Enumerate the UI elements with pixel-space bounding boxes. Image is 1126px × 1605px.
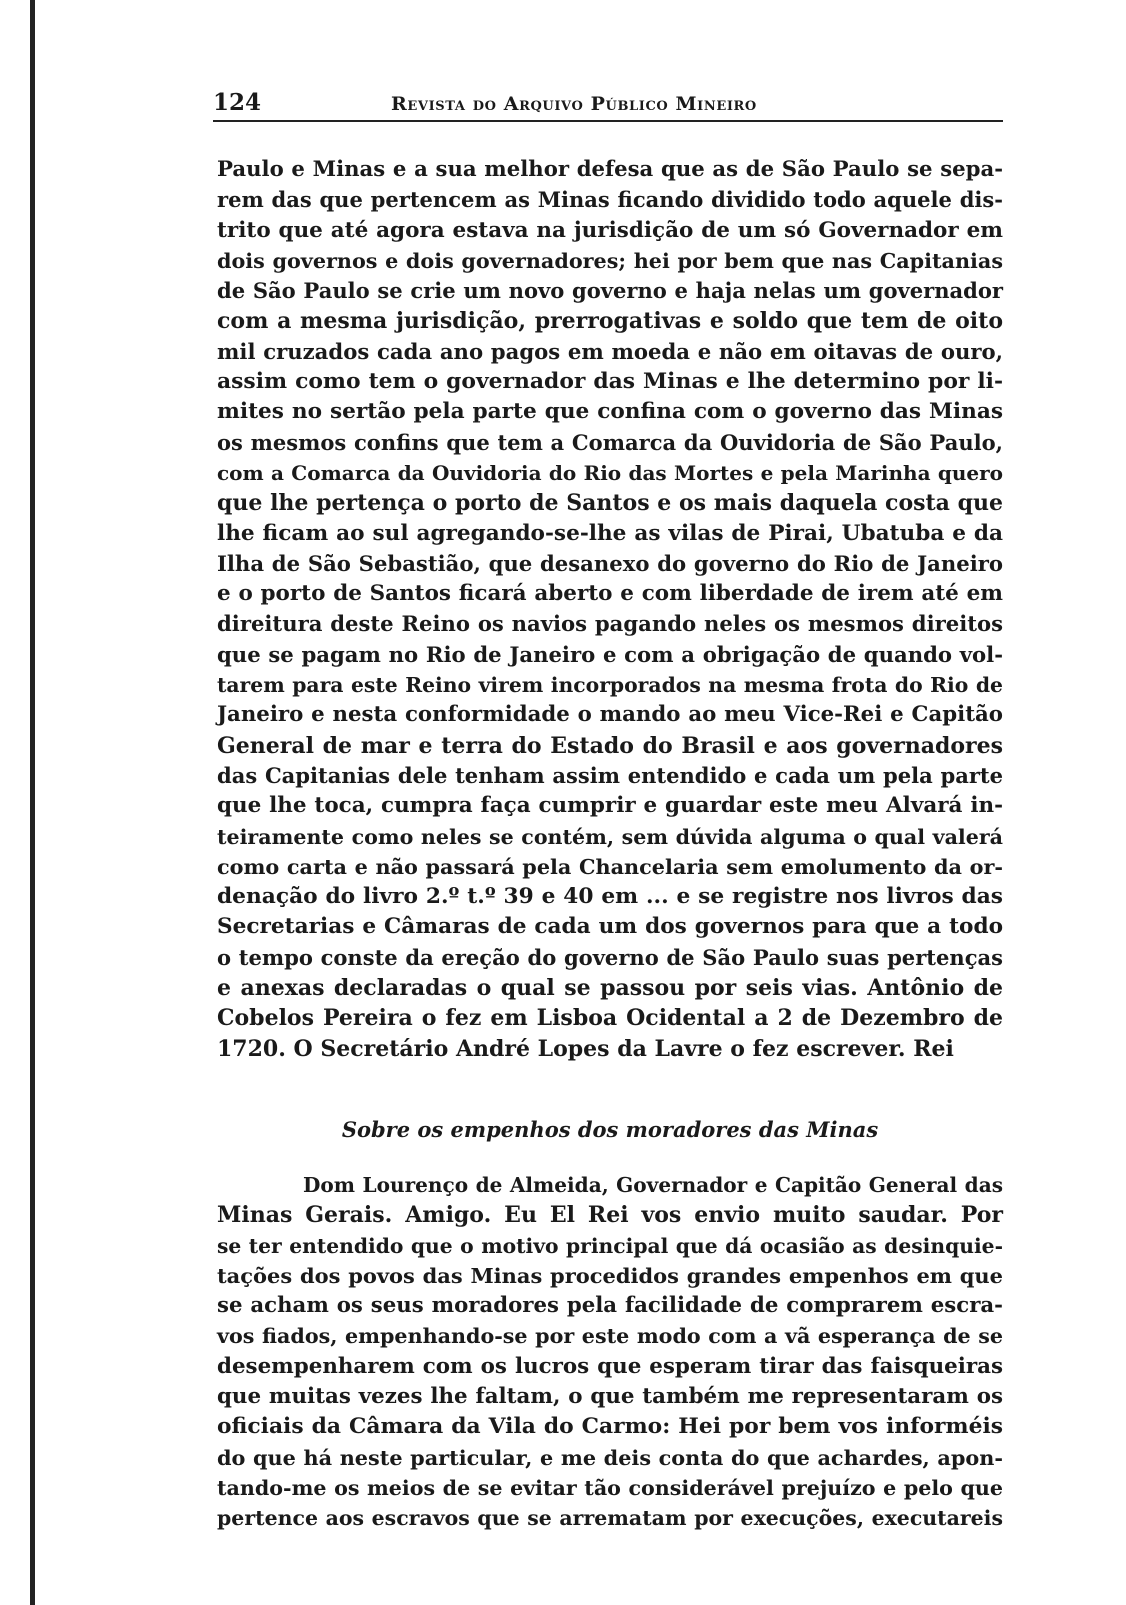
text-line: desempenharem com os lucros que esperam tirar das faisqueiras <box>217 1353 1003 1379</box>
text-line: rem das que pertencem as Minas ficando dividido todo aquele dis- <box>217 187 1003 213</box>
text-line: dois governos e dois governadores; hei por bem que nas Capitanias <box>217 248 1003 273</box>
text-line: assim como tem o governador das Minas e lhe determino por li- <box>217 369 1003 395</box>
text-line: Janeiro e nesta conformidade o mando ao meu Vice-Rei e Capitão <box>217 702 1003 728</box>
text-line: direitura deste Reino os navios pagando neles os mesmos direitos <box>217 611 1003 637</box>
page-binding-edge <box>30 0 35 1605</box>
text-line: Cobelos Pereira o fez em Lisboa Ocidental a 2 de Dezembro de <box>217 1005 1003 1032</box>
section-title: Sobre os empenhos dos moradores das Minas <box>341 1117 879 1142</box>
text-line: Secretarias e Câmaras de cada um dos governos para que a todo <box>217 914 1003 940</box>
text-line: oficiais da Câmara da Vila do Carmo: Hei por bem vos informéis <box>217 1414 1003 1440</box>
text-line: e anexas declaradas o qual se passou por seis vias. Antônio de <box>217 975 1003 1002</box>
text-line: Minas Gerais. Amigo. Eu El Rei vos envio muito saudar. Por <box>217 1202 1003 1229</box>
text-line: tando-me os meios de se evitar tão considerável prejuízo e pelo que <box>217 1475 1003 1500</box>
text-line: tarem para este Reino virem incorporados na mesma frota do Rio de <box>217 673 1003 698</box>
text-line: do que há neste particular, e me deis conta do que achardes, apon- <box>217 1444 1003 1470</box>
text-line: se acham os seus moradores pela facilidade de comprarem escra- <box>217 1293 1003 1319</box>
text-line: denação do livro 2.º t.º 39 e 40 em ... e se registre nos livros das <box>217 884 1003 910</box>
text-line: com a Comarca da Ouvidoria do Rio das Mortes e pela Marinha quero <box>217 460 1003 485</box>
page-header <box>213 88 1003 122</box>
text-line: que muitas vezes lhe faltam, o que também me representaram os <box>217 1384 1003 1410</box>
text-line: lhe ficam ao sul agregando-se-lhe as vilas de Pirai, Ubatuba e da <box>217 520 1003 546</box>
paragraph-1 <box>217 155 1003 1064</box>
text-line: 1720. O Secretário André Lopes da Lavre o fez escrever. Rei <box>217 1035 954 1062</box>
text-line: das Capitanias dele tenham assim entendido e cada um pela parte <box>217 762 1003 788</box>
running-head: Revista do Arquivo Público Mineiro <box>391 93 757 115</box>
text-line: trito que até agora estava na jurisdição de um só Governador em <box>217 217 1003 243</box>
text-line: como carta e não passará pela Chancelaria sem emolumento da or- <box>217 854 1003 879</box>
text-line: tações dos povos das Minas procedidos grandes empenhos em que <box>217 1262 1003 1288</box>
text-line: de São Paulo se crie um novo governo e haja nelas um governador <box>217 278 1003 304</box>
text-line: e o porto de Santos ficará aberto e com liberdade de irem até em <box>217 581 1003 607</box>
paragraph-2 <box>217 1170 1003 1534</box>
text-line: teiramente como neles se contém, sem dúvida alguma o qual valerá <box>217 824 1003 849</box>
text-line: pertence aos escravos que se arrematam por execuções, executareis <box>217 1506 1003 1531</box>
text-line: mil cruzados cada ano pagos em moeda e não em oitavas de ouro, <box>217 338 1003 364</box>
text-line: se ter entendido que o motivo principal que dá ocasião as desinquie- <box>217 1233 1003 1258</box>
text-line: General de mar e terra do Estado do Brasil e aos governadores <box>217 732 1003 759</box>
text-line: Ilha de São Sebastião, que desanexo do governo do Rio de Janeiro <box>217 550 1003 576</box>
text-line: vos fiados, empenhando-se por este modo com a vã esperança de se <box>217 1324 1003 1349</box>
text-line: o tempo conste da ereção do governo de São Paulo suas pertenças <box>217 944 1003 970</box>
text-line: mites no sertão pela parte que confina com o governo das Minas <box>217 399 1003 425</box>
page-number: 124 <box>213 89 262 116</box>
text-line: que lhe pertença o porto de Santos e os mais daquela costa que <box>217 490 1003 517</box>
text-line: os mesmos confins que tem a Comarca da Ouvidoria de São Paulo, <box>217 429 1003 455</box>
text-line: Dom Lourenço de Almeida, Governador e Capitão General das <box>303 1173 1003 1197</box>
text-line: que lhe toca, cumpra faça cumprir e guardar este meu Alvará in- <box>217 793 1003 819</box>
text-line: com a mesma jurisdição, prerrogativas e soldo que tem de oito <box>217 308 1003 335</box>
text-line: Paulo e Minas e a sua melhor defesa que as de São Paulo se sepa- <box>217 157 1003 182</box>
text-line: que se pagam no Rio de Janeiro e com a obrigação de quando vol- <box>217 641 1003 667</box>
